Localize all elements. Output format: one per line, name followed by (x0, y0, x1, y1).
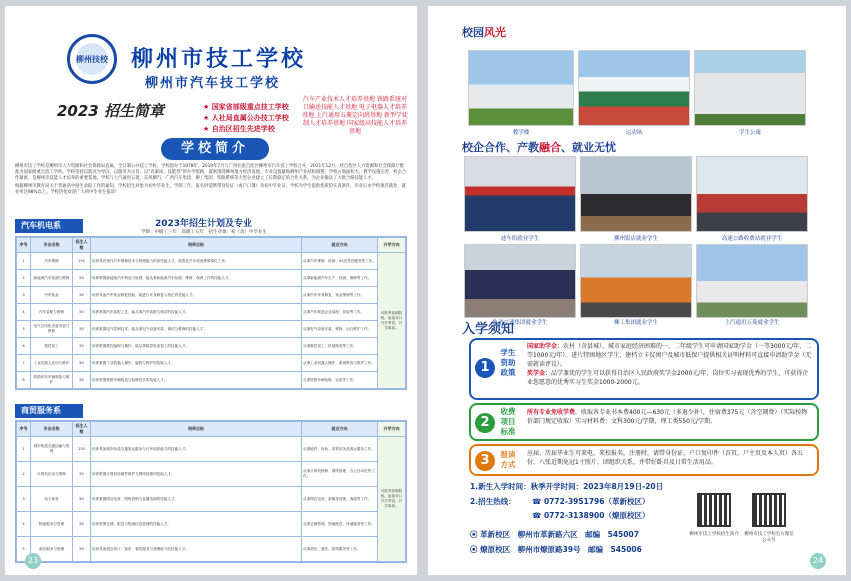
register-label: 报读方式 (500, 450, 516, 469)
table-cell: 城市轨道交通运输与管理 (31, 437, 73, 462)
logo-text: 柳州技校 (76, 43, 108, 75)
policy-text: 国家助学金：农村（含县城）、城市家庭经济困难的一、二年级学生可申请国家助学金（一等3000元/年、二等1000元/年）。进片特困地区学生、建档立卡贫困户及城市低保户提供相关证明材料可直接申请助学金（无需就读评议）。 奖学金：品学兼优的学生可以获得自治区人民政府奖学金2000元/年，岗位实习表现优秀的学生，可获得企业您愿意的优秀实习生奖金1000-2000元。 (527, 343, 812, 386)
col-header: 专业名称 (31, 238, 73, 253)
table-cell: 培养掌握计算机软硬件维护与网络管理的技能人才。 (91, 462, 302, 487)
table-row (17, 437, 406, 462)
trade-table (15, 420, 407, 563)
table-cell: 培养具备城市轨道交通客运服务与行车组织能力的技能人才。 (91, 437, 302, 462)
table-row (17, 487, 406, 512)
col-header: 升学方向 (378, 238, 406, 253)
table-row (17, 372, 406, 389)
honor-list (203, 102, 289, 135)
table-cell: 2 (17, 270, 31, 287)
col-header: 序号 (17, 422, 31, 437)
photo-coop-3 (696, 156, 808, 232)
table-cell: 从事汽车车身修复、钣金维修等工作。 (302, 287, 378, 304)
table-cell: 从事电气设备安装、维修、运行维护工作。 (302, 321, 378, 338)
table-cell: 从事酒店、餐饮、旅游服务等工作。 (302, 537, 378, 562)
hotline-label: 2.招生热线： (470, 497, 516, 506)
col-header: 招生人数 (73, 422, 91, 437)
table-cell: 50 (73, 462, 91, 487)
table-cell: 培养具备酒店前厅、客房、餐饮服务与管理能力的技能人才。 (91, 537, 302, 562)
photo-coop-5 (580, 244, 692, 318)
qr-caption: 柳州市技工学校招生简介 (689, 532, 739, 537)
photo-caption: 迪车组就业学生 (500, 236, 540, 242)
number-badge: 1 (475, 358, 495, 378)
table-cell: 从事工业机器人操作、系统集成与维护工作。 (302, 355, 378, 372)
enroll-time: 1.新生入学时间：秋季开学时间：2023年8月19日-20日 (470, 482, 664, 491)
notice-heading: 入学须知 (462, 322, 515, 337)
table-cell: 4 (17, 304, 31, 321)
table-cell: 工业机器人应用与维护 (31, 355, 73, 372)
photo-sports-field (578, 50, 690, 126)
table-cell: 3 (17, 487, 31, 512)
table-cell: 电气自动化设备安装与维修 (31, 321, 73, 338)
table-cell: 培养掌握电气控制技术，能从事电气设备安装、调试与维修的技能人才。 (91, 321, 302, 338)
photo-coop-6 (696, 244, 808, 318)
photo-caption: 高速公路收费站就业学生 (721, 236, 783, 242)
table-row (17, 338, 406, 355)
table-row (17, 304, 406, 321)
table-cell: 3 (17, 287, 31, 304)
col-header: 培养目标 (91, 238, 302, 253)
table-cell: 50 (73, 487, 91, 512)
qr-caption: 柳州市技工学校官方微信公众号 (744, 532, 794, 543)
col-header: 培养目标 (91, 422, 302, 437)
bases-text: 汽车产业技术人才培养基地 铁路系统对口输送技能人才基地 电子电器人才培养基地 上汽通用五菱定向班基地 新型学徒制人才培养基地 国家级高技能人才培养基地 (302, 96, 408, 135)
table-row (17, 270, 406, 287)
table-row (17, 512, 406, 537)
school-name: 柳州市技工学校 (131, 47, 307, 72)
intro-heading: 学校简介 (161, 138, 269, 160)
table-cell: 150 (73, 437, 91, 462)
table-cell: 50 (73, 355, 91, 372)
col-header: 招生人数 (73, 238, 91, 253)
photo-coop-4 (464, 244, 576, 318)
table-cell: 从事地铁、轻轨、高铁站务及客运服务工作。 (302, 437, 378, 462)
table-cell: 5 (17, 321, 31, 338)
table-cell: 汽车钣金 (31, 287, 73, 304)
photo-caption: 运动场 (625, 130, 643, 136)
fee-box (469, 403, 819, 441)
school-logo (67, 34, 117, 84)
table-cell: 培养具有现代汽车维修技术与管理能力的高技能人才，能胜任汽车机电维修岗位工作。 (91, 253, 302, 270)
section-head-auto: 汽车机电系 (15, 219, 83, 233)
table-cell: 4 (17, 512, 31, 537)
table-cell: 50 (73, 304, 91, 321)
photo-caption: 柳州饭店就业学生 (613, 236, 658, 242)
table-cell: 酒店服务与管理 (31, 537, 73, 562)
table-cell: 电子商务 (31, 487, 73, 512)
table-cell: 培养掌握工业机器人操作、编程与维护的技能人才。 (91, 355, 302, 372)
table-cell: 1 (17, 253, 31, 270)
col-header: 就业方向 (302, 422, 378, 437)
honor-item: ★ 国家省部级重点技工学校 (203, 103, 289, 111)
table-cell: 从事计算机维修、网络管理、办公自动化等工作。 (302, 462, 378, 487)
photo-caption: 教学楼 (512, 130, 530, 136)
table-cell: 6 (17, 338, 31, 355)
address-1: ⦿ 革新校区 柳州市革新路六区 邮编 545007 (470, 530, 639, 539)
campus-heading: 校园风光 (462, 26, 506, 39)
register-text: 应届、历届毕业生可来电、来校报名，注册时，请带身份证、户口复印件（首页、户主页及本人页）各五份、八张近期免冠1寸照片、团组织关系，并带好卧具及日常生活用品。 (527, 450, 804, 466)
phone-2: ☎ 0772-3138900（燎原校区） (532, 511, 650, 520)
table-cell: 从事仓储管理、物流配送、快递服务等工作。 (302, 512, 378, 537)
col-header: 升学方向 (378, 422, 406, 437)
table-cell: 培养掌握新能源汽车构造与原理，能从事新能源汽车检测、维修、保养工作的技能人才。 (91, 270, 302, 287)
table-cell: 1 (17, 437, 31, 462)
table-cell: 50 (73, 270, 91, 287)
page-number: 24 (810, 553, 826, 569)
brochure-title: 2023 招生简章 (57, 102, 164, 120)
table-cell: 从事网店运营、新媒体营销、客服等工作。 (302, 487, 378, 512)
table-cell: 50 (73, 512, 91, 537)
table-cell: 培养掌握数控编程与操作，能从事数控机床加工的技能人才。 (91, 338, 302, 355)
table-row (17, 355, 406, 372)
photo-coop-1 (464, 156, 576, 232)
table-row (17, 253, 406, 270)
photo-caption: 学生公寓 (738, 130, 761, 136)
photo-caption: 上汽通用五菱就业学生 (724, 320, 780, 326)
school-name-2: 柳州市汽车技工学校 (145, 76, 281, 91)
table-cell: 从事汽车制造企业装配、质检等工作。 (302, 304, 378, 321)
auto-table (15, 236, 407, 390)
intro-text (15, 164, 407, 196)
table-cell: 培养掌握汽车装配工艺，能从事汽车装配与调试的技能人才。 (91, 304, 302, 321)
table-cell: 2 (17, 462, 31, 487)
col-header: 就业方向 (302, 238, 378, 253)
table-cell: 7 (17, 355, 31, 372)
table-cell: 汽车装配与维修 (31, 304, 73, 321)
photo-caption: 轨道交通集团就业学生 (492, 320, 548, 326)
fee-label: 收费项目标准 (500, 407, 516, 436)
qr-code[interactable] (697, 493, 731, 527)
table-cell: 培养掌握仓储、配送与物流信息管理的技能人才。 (91, 512, 302, 537)
table-cell: 50 (73, 287, 91, 304)
table-cell: 可报考高职院校，参加对口升学考试，升学率高。 (378, 253, 406, 389)
photo-caption: 柳工集团就业学生 (613, 320, 658, 326)
intro-paragraph: 柳州市技工学校是柳州市人力资源和社会保障局直属、全日制公办技工学校。学校创办于1978年，2019年7月与广西壮族自治区柳州市汽车技工学校合并，2011年12月，经自治区人力资源和社会保障厅批准为国家级重点技工学校。学校坚持以就业为导向、以服务为宗旨，以“高素质、技能型”的办学思路，紧密围绕柳州地方经济发展，专业设置紧贴柳州产业结构调整。学校占地面积大，教学设施完善，校企合作紧密，是柳州市技能人才培养的重要基地。学校与上汽通用五菱、东风柳汽、广西汽车集团、柳工集团、铁路系统等大型企业建立了长期稳定的合作关系，为企业输送了大批合格技能人才。 (15, 164, 407, 181)
left-page (5, 6, 417, 575)
table-cell: 汽车维修 (31, 253, 73, 270)
table-cell: 新能源汽车检测与维修 (31, 270, 73, 287)
table-cell: 50 (73, 372, 91, 389)
table-cell: 可报考高职院校，参加对口升学考试，升学率高。 (378, 437, 406, 562)
table-cell: 8 (17, 372, 31, 389)
fee-text: 所有专业免收学费，收取各专业书本费400元—630元（多退少补），住宿费375元（含空调费）（实际按物价部门规定收取）实习材料费：文科300元/学期，理工类550元/学期。 (527, 409, 808, 425)
col-header: 专业名称 (31, 422, 73, 437)
table-cell: 从事新能源汽车生产、检测、维修等工作。 (302, 270, 378, 287)
col-header: 序号 (17, 238, 31, 253)
register-box (469, 444, 819, 476)
phone-1: ☎ 0772-3951796（革新校区） (532, 497, 650, 506)
honor-item: ★ 人社局直属公办技工学校 (203, 114, 289, 122)
address-2: ⦿ 燎原校区 柳州市燎原路39号 邮编 545006 (470, 545, 642, 554)
table-cell: 50 (73, 321, 91, 338)
photo-teaching-building (468, 50, 574, 126)
table-cell: 从事数控加工、机械制造等工作。 (302, 338, 378, 355)
table-row (17, 321, 406, 338)
plan-subtitle: 学制：中级工三年 高级工五年 招生对象：初（高）中毕业生 (141, 230, 267, 235)
qr-code[interactable] (752, 493, 786, 527)
table-row (17, 287, 406, 304)
table-cell: 从事汽车维修、检测、4S店售后服务等工作。 (302, 253, 378, 270)
table-cell: 50 (73, 537, 91, 562)
section-head-trade: 商贸服务系 (15, 404, 83, 418)
table-cell: 培养掌握网店运营、网络营销与直播电商的技能人才。 (91, 487, 302, 512)
page-number: 23 (25, 553, 41, 569)
table-cell: 计算机应用与维修 (31, 462, 73, 487)
table-cell: 150 (73, 253, 91, 270)
table-cell: 5 (17, 537, 31, 562)
table-row (17, 462, 406, 487)
table-cell: 物流服务与管理 (31, 512, 73, 537)
policy-box (469, 338, 819, 400)
coop-heading: 校企合作、产教融合、就业无忧 (462, 141, 616, 154)
table-cell: 从事铁路车辆检修、运用等工作。 (302, 372, 378, 389)
table-cell: 数控加工 (31, 338, 73, 355)
table-cell: 50 (73, 338, 91, 355)
number-badge: 2 (475, 413, 495, 433)
honor-item: ★ 自治区招生先进学校 (203, 125, 275, 133)
photo-coop-2 (580, 156, 692, 232)
policy-label: 学生资助政策 (500, 348, 516, 377)
plan-title: 2023年招生计划及专业 (155, 219, 253, 229)
table-cell: 培养掌握铁路车辆构造与检修技术的技能人才。 (91, 372, 302, 389)
table-cell: 铁路机车车辆制造与维护 (31, 372, 73, 389)
table-row (17, 537, 406, 562)
number-badge: 3 (475, 451, 495, 471)
photo-dormitory (694, 50, 806, 126)
intro-paragraph: 根据柳州市教育局关于普通高中招生录取工作的通知，学校招生对象为初中毕业生，学制三年，报名时需携带身份证（或户口簿）及初中毕业证。学校为学生提供优质的实训条件，毕业后由学校推荐就业，就业率达98%以上。学校热忱欢迎广大初中毕业生报读！ (15, 184, 407, 195)
table-cell: 培养具备汽车钣金修复技能，能进行车身修复与校正的技能人才。 (91, 287, 302, 304)
